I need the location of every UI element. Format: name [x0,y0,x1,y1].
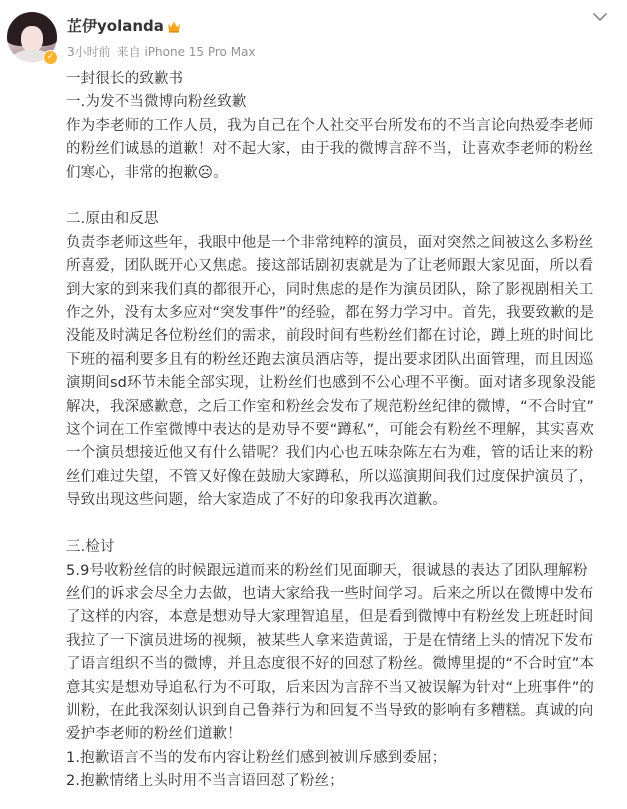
post-line: 一.为发不当微博向粉丝致歉 [66,94,247,111]
post-line: 二.原由和反思 [66,211,159,228]
verified-badge-icon: ✓ [43,50,58,65]
post-line: 了这样的内容，本意是想劝导大家理智追星，但是看到微博中有粉丝发上班赶时间 [66,609,594,626]
post-line: 5.9号收粉丝信的时候跟远道而来的粉丝们见面聊天，很诚恳的表达了团队理解粉 [66,562,588,579]
post-line: 一个演员想接近他又有什么错呢？我们内心也五味杂陈左右为难，管的话让来的粉 [66,445,594,462]
post-line: 了语言组织不当的微博，并且态度很不好的回怼了粉丝。微博里提的“不合时宜”本 [66,656,595,673]
paragraph-gap [66,513,622,536]
post-line: 三.检讨 [66,539,115,556]
post-time: 3小时前 [67,45,111,59]
post-line: 下班的福利要多且有的粉丝还跑去演员酒店等，提出要求团队出面管理，而且因巡 [66,351,594,368]
post-line: 丝们的诉求会尽全力去做，也请大家给我一些时间学习。后来之所以在微博中发布 [66,585,594,602]
avatar-face [21,26,43,52]
post-line: 所喜爱，团队既开心又焦虑。接这部话剧初衷就是为了让老师跟大家见面，所以看 [66,258,594,275]
paragraph-gap [66,185,622,208]
post-line: 这个词在工作室微博中表达的是劝导不要“蹲私”，可能会有粉丝不理解，其实喜欢 [66,422,595,439]
post-line: 作为李老师的工作人员，我为自己在个人社交平台所发布的不当言论向热爱李老师 [66,117,594,134]
post-line: 到大家的到来我们真的都很开心，同时焦虑的是作为演员团队，除了影视剧相关工 [66,281,594,298]
post-line: 我拉了一下演员进场的视频，被某些人拿来造黄谣，于是在情绪上头的情况下发布 [66,632,594,649]
post-line: 爱护李老师的粉丝们道歉！ [66,726,242,743]
post-meta [67,43,256,60]
post-line: 演期间sd环节未能全部实现，让粉丝们也感到不公心理不平衡。面对诸多现象没能 [66,375,596,392]
post-line: 导致出现这些问题，给大家造成了不好的印象我再次道歉。 [66,492,447,509]
post-line: 负责李老师这些年，我眼中他是一个非常纯粹的演员，面对突然之间被这么多粉丝 [66,234,594,251]
crown-icon [167,20,181,33]
post-line: 2.抱歉情绪上头时用不当言语回怼了粉丝； [66,773,344,790]
username[interactable] [67,15,181,36]
post-line: 1.抱歉语言不当的发布内容让粉丝们感到被训斥感到委屈； [66,749,447,766]
post-body [66,68,622,794]
post-line: 意其实是想劝导追私行为不可取，后来因为言辞不当又被误解为针对“上班事件”的 [66,679,595,696]
post-line: 们寒心，非常的抱歉☹。 [66,164,228,181]
post-line: 解决，我深感歉意，之后工作室和粉丝会发布了规范粉丝纪律的微博，“不合时宜” [66,398,595,415]
post-line: 没能及时满足各位粉丝们的需求，前段时间有些粉丝们都在讨论，蹲上班的时间比 [66,328,594,345]
post-header [0,0,627,66]
post-line: 训粉，在此我深刻认识到自己鲁莽行为和回复不当导致的影响有多糟糕。真诚的向 [66,702,594,719]
post-line: 丝们难过失望，不管又好像在鼓励大家蹲私，所以巡演期间我们过度保护演员了， [66,468,594,485]
chevron-down-icon[interactable] [590,10,610,24]
post-line: 一封很长的致歉书 [66,71,184,87]
username-text: 芷伊yolanda [67,17,164,35]
post-line: 作之外，没有太多应对“突发事件”的经验，都在努力学习中。首先，我要致歉的是 [66,305,595,322]
post-source[interactable]: 来自 iPhone 15 Pro Max [116,45,256,59]
post-line: 的粉丝们诚恳的道歉！对不起大家，由于我的微博言辞不当，让喜欢李老师的粉丝 [66,141,594,158]
